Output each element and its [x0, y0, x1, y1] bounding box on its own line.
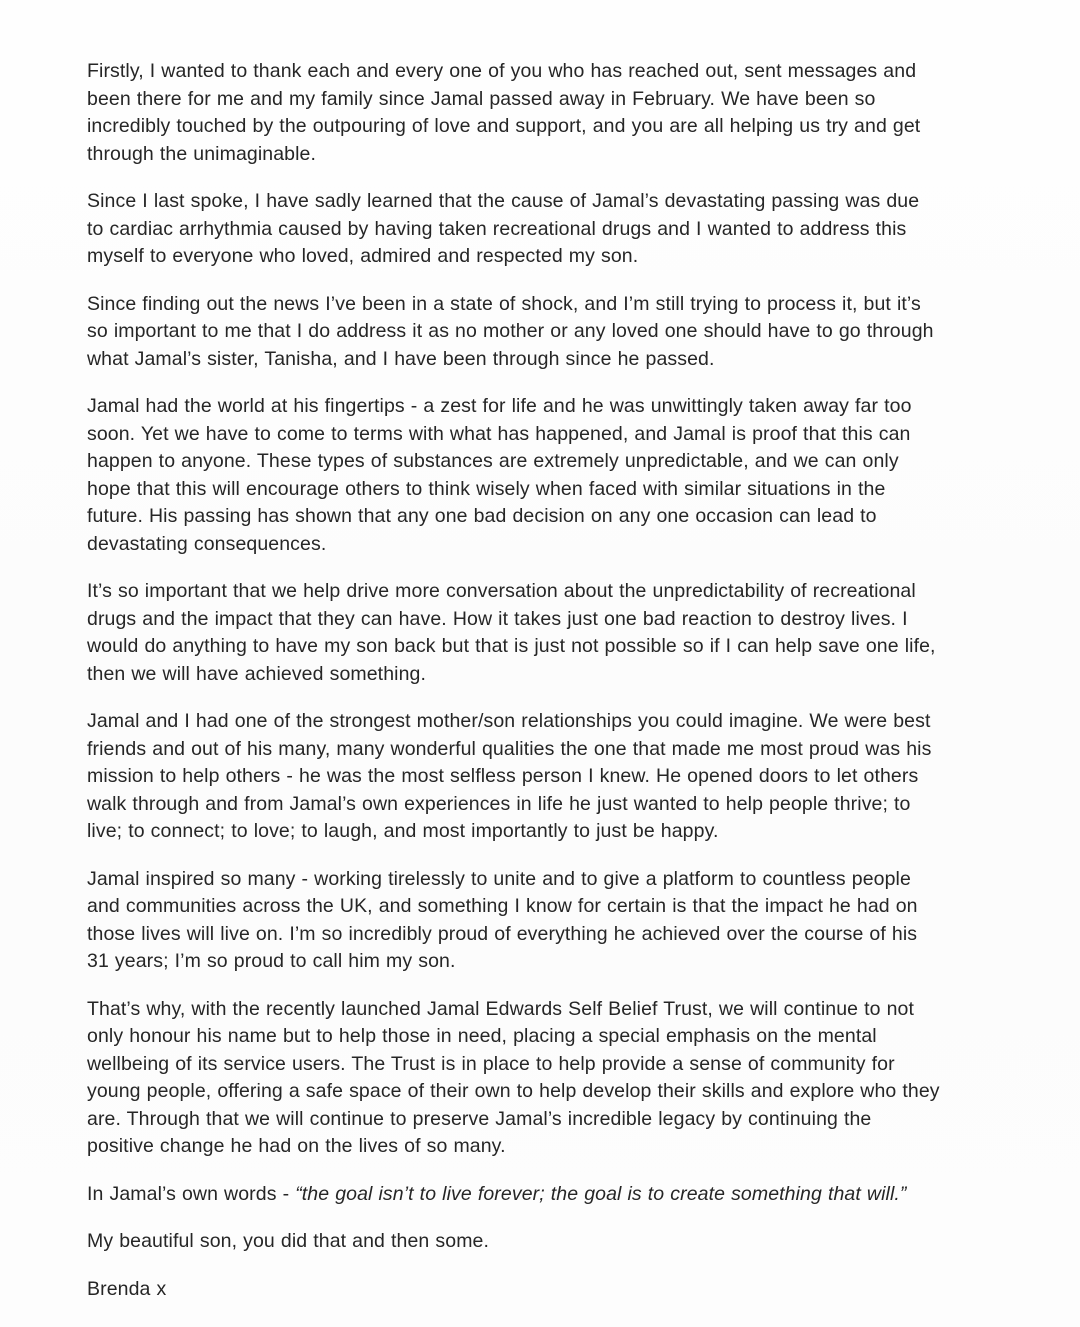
letter-paragraph-shock: Since finding out the news I’ve been in a state of shock, and I’m still trying to process it, but it’s so important to me that I do address it as no mother or any loved one should have to go through what Jamal’s sister, Tanisha, and I have been through since he passed.: [87, 292, 934, 370]
quote-prefix: In Jamal’s own words -: [87, 1182, 296, 1205]
letter-paragraph-thanks: Firstly, I wanted to thank each and every one of you who has reached out, sent messages and been there for me and my family since Jamal passed away in February. We have been so incredibly touched by the outpouring of love and support, and you are all helping us try and get through the unimaginable.: [87, 60, 921, 165]
quote-text: “the goal isn’t to live forever; the goal is to create something that will.”: [295, 1182, 907, 1205]
letter-paragraph-trust: That’s why, with the recently launched Jamal Edwards Self Belief Trust, we will continue to not only honour his name but to help those in need, placing a special emphasis on the mental wellbeing of its service users. The Trust is in place to help provide a sense of community for young people, offering a safe space of their own to help develop their skills and explore who they are. Through that we will continue to preserve Jamal’s incredible legacy by continuing the positive change he had on the lives of so many.: [87, 997, 940, 1157]
letter-body: [87, 58, 940, 1303]
letter-paragraph-cause: Since I last spoke, I have sadly learned that the cause of Jamal’s devastating passing was due to cardiac arrhythmia caused by having taken recreational drugs and I wanted to address this myself to everyone who loved, admired and respected my son.: [87, 190, 920, 267]
letter-paragraph-relationship: Jamal and I had one of the strongest mother/son relationships you could imagine. We were best friends and out of his many, many wonderful qualities the one that made me most proud was his mission to help others - he was the most selfless person I knew. He opened doors to let others walk through and from Jamal’s own experiences in life he just wanted to help people thrive; to live; to connect; to love; to laugh, and most importantly to just be happy.: [87, 710, 932, 842]
letter-paragraph-conversation: It’s so important that we help drive more conversation about the unpredictability of recreational drugs and the impact that they can have. How it takes just one bad reaction to destroy lives. I would do anything to have my son back but that is just not possible so if I can help save one life, then we will have achieved something.: [87, 580, 936, 685]
letter-closing-line: My beautiful son, you did that and then some.: [87, 1230, 489, 1252]
letter-paragraph-inspired: Jamal inspired so many - working tirelessly to unite and to give a platform to countless people and communities across the UK, and something I know for certain is that the impact he had on those lives will live on. I’m so incredibly proud of everything he achieved over the course of his 31 years; I’m so proud to call him my son.: [87, 867, 918, 972]
letter-signature: Brenda x: [87, 1277, 167, 1300]
letter-quote-line: [87, 1181, 940, 1209]
letter-paragraph-zest: Jamal had the world at his fingertips - a zest for life and he was unwittingly taken away far too soon. Yet we have to come to terms with what has happened, and Jamal is proof that this can happen to anyone. These types of substances are extremely unpredictable, and we can only hope that this will encourage others to think wisely when faced with similar situations in the future. His passing has shown that any one bad decision on any one occasion can lead to devastating consequences.: [87, 395, 912, 555]
